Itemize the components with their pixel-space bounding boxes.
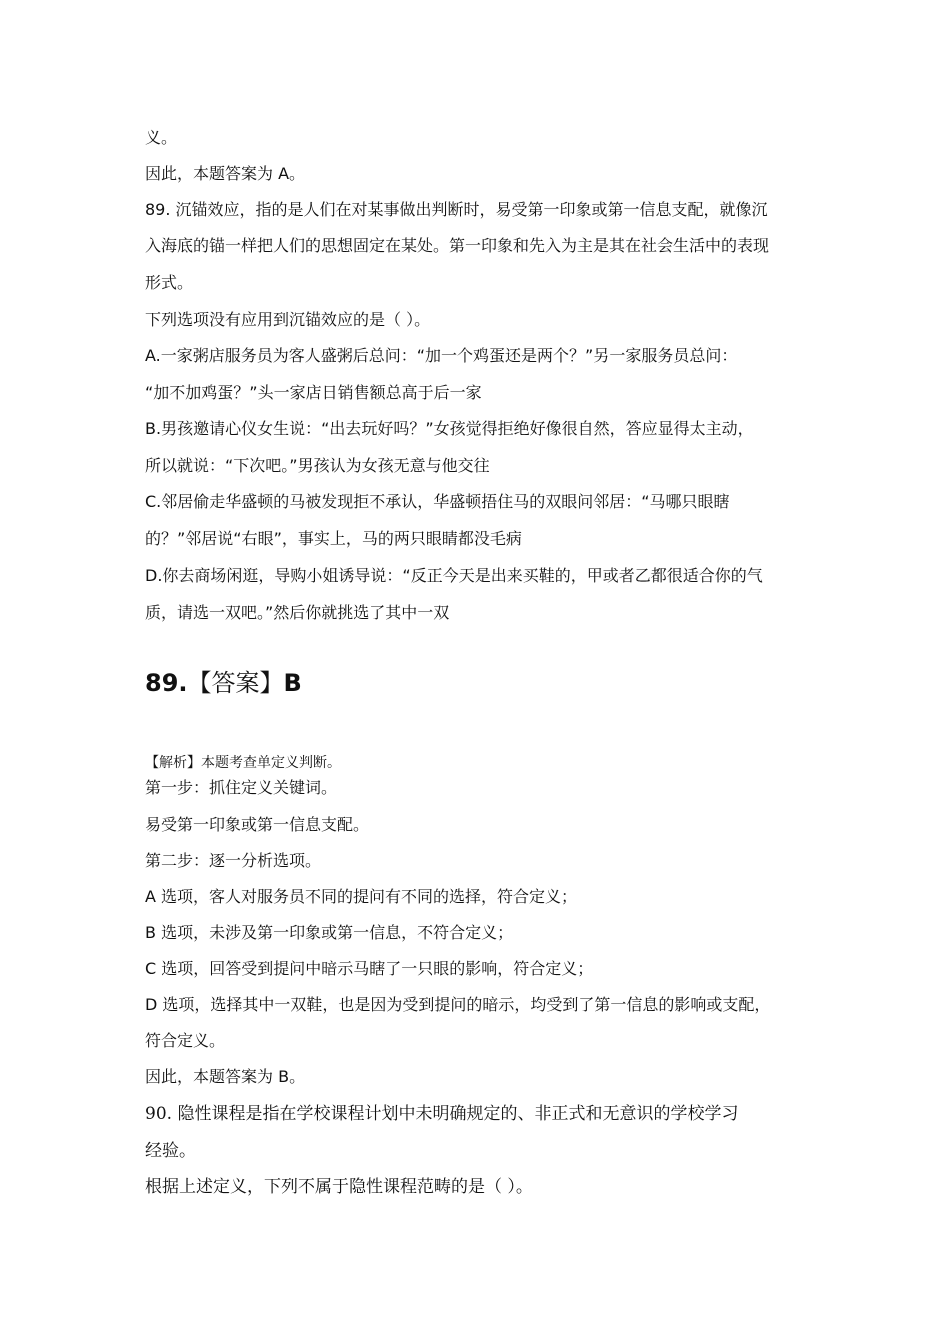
analysis-step: 第一步：抓住定义关键词。 (145, 778, 338, 797)
option-c: C.邻居偷走华盛顿的马被发现拒不承认，华盛顿捂住马的双眼问邻居：“马哪只眼瞎 (145, 492, 730, 511)
question-89-stem: 89. 沉锚效应，指的是人们在对某事做出判断时，易受第一印象或第一信息支配，就像沉 (145, 200, 768, 219)
answer-number: 89. (145, 669, 188, 697)
analysis-option-a: A 选项，客人对服务员不同的提问有不同的选择，符合定义； (145, 887, 578, 906)
option-a-cont: “加不加鸡蛋？”头一家店日销售额总高于后一家 (145, 383, 482, 402)
answer-heading (145, 668, 302, 698)
text-line: 入海底的锚一样把人们的思想固定在某处。第一印象和先入为主是其在社会生活中的表现 (145, 236, 770, 255)
text-line: 因此，本题答案为 A。 (145, 164, 306, 183)
text-line: 形式。 (145, 273, 194, 292)
answer-label: 【答案】 (187, 669, 284, 697)
analysis-line: 符合定义。 (145, 1031, 226, 1050)
text-line: 义。 (145, 128, 178, 147)
option-a: A.一家粥店服务员为客人盛粥后总问：“加一个鸡蛋还是两个？”另一家服务员总问： (145, 346, 738, 365)
analysis-intro: 【解析】本题考查单定义判断。 (145, 755, 341, 771)
analysis-option-d: D 选项，选择其中一双鞋，也是因为受到提问的暗示，均受到了第一信息的影响或支配， (145, 995, 771, 1014)
option-b: B.男孩邀请心仪女生说：“出去玩好吗？”女孩觉得拒绝好像很自然，答应显得太主动， (145, 419, 754, 438)
analysis-conclusion: 因此，本题答案为 B。 (145, 1067, 306, 1086)
analysis-step: 第二步：逐一分析选项。 (145, 851, 322, 870)
question-89-prompt: 下列选项没有应用到沉锚效应的是（ ）。 (145, 310, 431, 329)
analysis-option-c: C 选项，回答受到提问中暗示马瞎了一只眼的影响，符合定义； (145, 959, 594, 978)
text-line: 经验。 (145, 1141, 196, 1161)
option-c-cont: 的？”邻居说“右眼”，事实上，马的两只眼睛都没毛病 (145, 529, 522, 548)
question-90-stem: 90. 隐性课程是指在学校课程计划中未明确规定的、非正式和无意识的学校学习 (145, 1104, 739, 1124)
option-d-cont: 质，请选一双吧。”然后你就挑选了其中一双 (145, 603, 450, 622)
option-d: D.你去商场闲逛，导购小姐诱导说：“反正今天是出来买鞋的，甲或者乙都很适合你的气 (145, 566, 763, 585)
option-b-cont: 所以就说：“下次吧。”男孩认为女孩无意与他交往 (145, 456, 490, 475)
analysis-line: 易受第一印象或第一信息支配。 (145, 815, 370, 834)
answer-letter: B (283, 669, 302, 697)
question-90-prompt: 根据上述定义，下列不属于隐性课程范畴的是（ ）。 (145, 1177, 533, 1197)
analysis-option-b: B 选项，未涉及第一印象或第一信息，不符合定义； (145, 923, 514, 942)
